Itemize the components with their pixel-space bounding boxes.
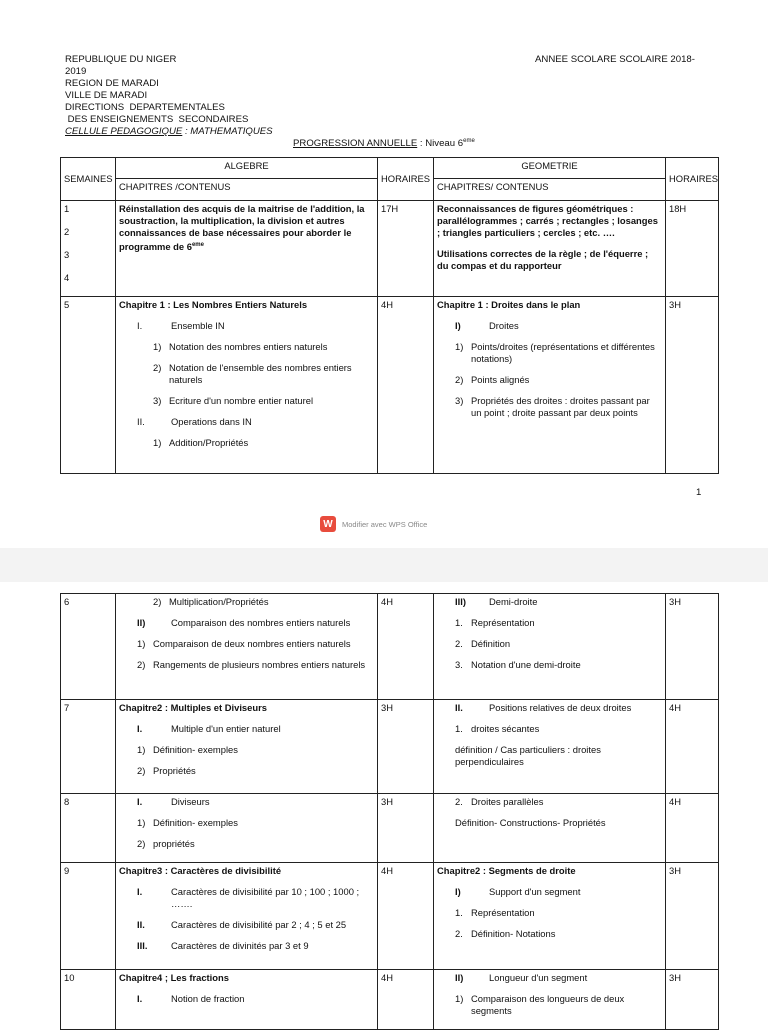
item-text: Représentation xyxy=(471,907,535,918)
chapter-title: Chapitre 1 : Les Nombres Entiers Naturels xyxy=(119,299,308,310)
item-text: Ensemble IN xyxy=(171,320,225,331)
algebre-content xyxy=(116,970,378,1030)
list-item xyxy=(119,796,374,808)
chapter-title: Chapitre4 ; Les fractions xyxy=(119,972,229,983)
item-text: Propriétés des droites : droites passant par un point ; droite passant par deux points xyxy=(471,395,650,418)
item-text: Multiplication/Propriétés xyxy=(169,596,269,607)
hours-cell: 4H xyxy=(378,594,434,700)
algebre-content xyxy=(116,863,378,970)
list-item xyxy=(437,374,662,386)
item-number: I. xyxy=(137,723,143,734)
page-gap xyxy=(0,548,768,582)
list-item xyxy=(119,886,374,910)
wps-watermark[interactable] xyxy=(320,516,427,532)
list-item xyxy=(119,744,374,756)
wps-logo-icon: W xyxy=(320,516,336,532)
col-header-horaires: HORAIRES xyxy=(378,158,434,201)
list-item xyxy=(437,638,662,650)
list-item xyxy=(119,993,374,1005)
item-text: Comparaison de deux nombres entiers naturels xyxy=(153,638,351,649)
header-line: 2019 xyxy=(65,66,87,77)
list-item xyxy=(437,796,662,808)
algebre-content xyxy=(116,297,378,474)
geometrie-content xyxy=(434,970,666,1030)
list-item xyxy=(437,723,662,735)
week-cell: 6 xyxy=(61,594,116,700)
header-line: VILLE DE MARADI xyxy=(65,90,148,101)
list-item: définition / Cas particuliers : droites perpendiculaires xyxy=(455,744,601,767)
item-text: Définition- Notations xyxy=(471,928,556,939)
table-row xyxy=(61,970,719,1030)
table-row xyxy=(61,594,719,700)
cellule-line xyxy=(65,126,273,138)
list-item xyxy=(437,596,662,608)
hours-cell: 3H xyxy=(378,700,434,794)
algebre-text: Réinstallation des acquis de la maitrise de l'addition, la soustraction, la multiplication, la division et autres connaissances de base nécessaires pour aborder le programme de 6 xyxy=(119,203,365,253)
item-number: 1) xyxy=(137,817,146,828)
item-text: Multiple d'un entier naturel xyxy=(171,723,281,734)
item-number: 1) xyxy=(153,437,162,448)
list-item xyxy=(437,907,662,919)
hours-cell: 3H xyxy=(666,297,719,474)
item-text: Diviseurs xyxy=(171,796,210,807)
geometrie-content xyxy=(434,201,666,297)
item-text: Caractères de divisibilité par 10 ; 100 ; 1000 ; ……. xyxy=(171,886,360,909)
col-header-semaines: SEMAINES xyxy=(61,158,116,201)
list-item xyxy=(119,596,374,608)
item-number: 2) xyxy=(153,596,162,607)
geometrie-content xyxy=(434,594,666,700)
item-number: 2. xyxy=(455,796,463,807)
item-number: 3) xyxy=(455,395,464,406)
hours-cell: 4H xyxy=(666,700,719,794)
hours-cell: 18H xyxy=(666,201,719,297)
hours-cell: 17H xyxy=(378,201,434,297)
list-item xyxy=(437,886,662,898)
list-item xyxy=(437,320,662,332)
progression-table-page1 xyxy=(60,157,719,474)
item-number: 1. xyxy=(455,907,463,918)
item-number: I. xyxy=(137,796,143,807)
geometrie-text: Reconnaissances de figures géométriques : parallélogrammes ; carrés ; rectangles ; losanges ; triangles particuliers ; cercles ; etc. …. xyxy=(437,203,658,238)
header-line: DES ENSEIGNEMENTS SECONDAIRES xyxy=(65,114,249,125)
list-item xyxy=(119,341,374,353)
week-cell: 7 xyxy=(61,700,116,794)
hours-cell: 4H xyxy=(378,297,434,474)
table-row xyxy=(61,700,719,794)
week-cell: 10 xyxy=(61,970,116,1030)
list-item xyxy=(437,395,662,419)
list-item xyxy=(437,972,662,984)
hours-cell: 3H xyxy=(666,594,719,700)
item-text: Points alignés xyxy=(471,374,530,385)
subheader-chapitres-algebre: CHAPITRES /CONTENUS xyxy=(116,179,378,201)
chapter-title: Chapitre3 : Caractères de divisibilité xyxy=(119,865,282,876)
week-cell: 8 xyxy=(61,794,116,863)
hours-cell: 4H xyxy=(378,863,434,970)
item-number: 1) xyxy=(455,341,464,352)
cellule-subject: : MATHEMATIQUES xyxy=(182,126,273,137)
item-text: Ecriture d'un nombre entier naturel xyxy=(169,395,314,406)
hours-cell: 4H xyxy=(378,970,434,1030)
document-page-2 xyxy=(0,582,768,1024)
item-number: III. xyxy=(137,940,148,951)
subheader-chapitres-geometrie: CHAPITRES/ CONTENUS xyxy=(434,179,666,201)
table-row xyxy=(61,794,719,863)
item-number: I. xyxy=(137,993,143,1004)
item-number: 3) xyxy=(153,395,162,406)
algebre-content xyxy=(116,201,378,297)
item-number: I. xyxy=(137,320,143,331)
list-item xyxy=(119,659,374,671)
item-text: Comparaison des nombres entiers naturels xyxy=(171,617,351,628)
list-item xyxy=(437,993,662,1017)
header-line: REPUBLIQUE DU NIGER xyxy=(65,54,177,65)
item-text: Notion de fraction xyxy=(171,993,245,1004)
item-text: Notation des nombres entiers naturels xyxy=(169,341,328,352)
item-number: 2. xyxy=(455,928,463,939)
item-text: Représentation xyxy=(471,617,535,628)
item-text: Demi-droite xyxy=(489,596,538,607)
item-text: Notation de l'ensemble des nombres entiers naturels xyxy=(169,362,352,385)
geometrie-content xyxy=(434,794,666,863)
list-item xyxy=(119,437,374,449)
item-number: 1) xyxy=(455,993,464,1004)
item-number: 1. xyxy=(455,723,463,734)
list-item xyxy=(119,817,374,829)
item-text: Caractères de divisibilité par 2 ; 4 ; 5 et 25 xyxy=(171,919,347,930)
table-row xyxy=(61,863,719,970)
item-number: 3. xyxy=(455,659,463,670)
item-number: III) xyxy=(455,596,466,607)
list-item xyxy=(119,395,374,407)
item-text: Longueur d'un segment xyxy=(489,972,588,983)
list-item xyxy=(437,341,662,365)
list-item xyxy=(119,723,374,735)
item-text: propriétés xyxy=(153,838,195,849)
list-item xyxy=(119,320,374,332)
item-text: Droites parallèles xyxy=(471,796,544,807)
geometrie-content xyxy=(434,863,666,970)
title-label: PROGRESSION ANNUELLE xyxy=(293,138,418,150)
item-number: II. xyxy=(137,919,145,930)
item-number: 2) xyxy=(137,838,146,849)
item-number: 2. xyxy=(455,638,463,649)
item-text: Rangements de plusieurs nombres entiers naturels xyxy=(153,659,366,670)
list-item xyxy=(437,702,662,714)
chapter-title: Chapitre2 : Segments de droite xyxy=(437,865,576,876)
header-institution xyxy=(65,54,273,138)
item-number: 1) xyxy=(137,744,146,755)
algebre-sup: eme xyxy=(191,242,204,248)
progression-table-page2 xyxy=(60,593,719,1030)
item-number: I. xyxy=(137,886,143,897)
item-number: 1. xyxy=(455,617,463,628)
week-number: 2 xyxy=(64,226,70,237)
item-number: 1) xyxy=(137,638,146,649)
item-text: Caractères de divinités par 3 et 9 xyxy=(171,940,309,951)
week-number: 4 xyxy=(64,272,70,283)
week-cell xyxy=(61,201,116,297)
item-number: 2) xyxy=(153,362,162,373)
item-text: Définition- exemples xyxy=(153,744,238,755)
item-text: Notation d'une demi-droite xyxy=(471,659,581,670)
algebre-content xyxy=(116,700,378,794)
list-item xyxy=(119,362,374,386)
item-number: 2) xyxy=(137,765,146,776)
hours-cell: 4H xyxy=(666,794,719,863)
item-text: droites sécantes xyxy=(471,723,540,734)
geometrie-content xyxy=(434,700,666,794)
page-number: 1 xyxy=(696,487,702,498)
hours-cell: 3H xyxy=(666,863,719,970)
algebre-content xyxy=(116,794,378,863)
list-item xyxy=(119,617,374,629)
hours-cell: 3H xyxy=(666,970,719,1030)
geometrie-text: Utilisations correctes de la règle ; de l'équerre ; du compas et du rapporteur xyxy=(437,248,649,271)
item-text: Operations dans IN xyxy=(171,416,252,427)
week-number: 1 xyxy=(64,203,70,214)
item-number: II) xyxy=(137,617,146,628)
item-number: 2) xyxy=(137,659,146,670)
item-number: II. xyxy=(455,702,463,713)
table-row xyxy=(61,201,719,297)
item-text: Définition- exemples xyxy=(153,817,238,828)
document-title xyxy=(293,138,475,149)
header-line: REGION DE MARADI xyxy=(65,78,159,89)
item-text: Propriétés xyxy=(153,765,196,776)
list-item: Définition- Constructions- Propriétés xyxy=(455,817,606,828)
list-item xyxy=(119,919,374,931)
item-number: 1) xyxy=(153,341,162,352)
week-cell: 5 xyxy=(61,297,116,474)
chapter-title: Chapitre 1 : Droites dans le plan xyxy=(437,299,581,310)
list-item xyxy=(119,765,374,777)
title-level: : Niveau 6 xyxy=(417,138,464,150)
list-item xyxy=(119,638,374,650)
item-text: Positions relatives de deux droites xyxy=(489,702,632,713)
table-row xyxy=(61,297,719,474)
item-text: Définition xyxy=(471,638,511,649)
geometrie-content xyxy=(434,297,666,474)
school-year: ANNEE SCOLARE SCOLAIRE 2018- xyxy=(535,54,695,65)
item-text: Addition/Propriétés xyxy=(169,437,249,448)
list-item xyxy=(119,838,374,850)
algebre-content xyxy=(116,594,378,700)
item-number: I) xyxy=(455,320,461,331)
item-text: Comparaison des longueurs de deux segments xyxy=(471,993,625,1016)
item-number: II) xyxy=(455,972,464,983)
list-item xyxy=(437,928,662,940)
item-number: II. xyxy=(137,416,145,427)
week-cell: 9 xyxy=(61,863,116,970)
list-item xyxy=(437,617,662,629)
item-text: Points/droites (représentations et différentes notations) xyxy=(471,341,655,364)
list-item xyxy=(437,659,662,671)
list-item xyxy=(119,416,374,428)
col-header-horaires-2: HORAIRES xyxy=(666,158,719,201)
col-header-geometrie: GEOMETRIE xyxy=(434,158,666,179)
item-number: I) xyxy=(455,886,461,897)
item-text: Support d'un segment xyxy=(489,886,581,897)
col-header-algebre: ALGEBRE xyxy=(116,158,378,179)
wps-text: Modifier avec WPS Office xyxy=(342,519,428,529)
hours-cell: 3H xyxy=(378,794,434,863)
item-number: 2) xyxy=(455,374,464,385)
week-number: 3 xyxy=(64,249,70,260)
item-text: Droites xyxy=(489,320,519,331)
list-item xyxy=(119,940,374,952)
header-line: DIRECTIONS DEPARTEMENTALES xyxy=(65,102,225,113)
cellule-label: CELLULE PEDAGOGIQUE xyxy=(65,126,183,137)
chapter-title: Chapitre2 : Multiples et Diviseurs xyxy=(119,702,267,713)
title-sup: eme xyxy=(463,138,475,144)
